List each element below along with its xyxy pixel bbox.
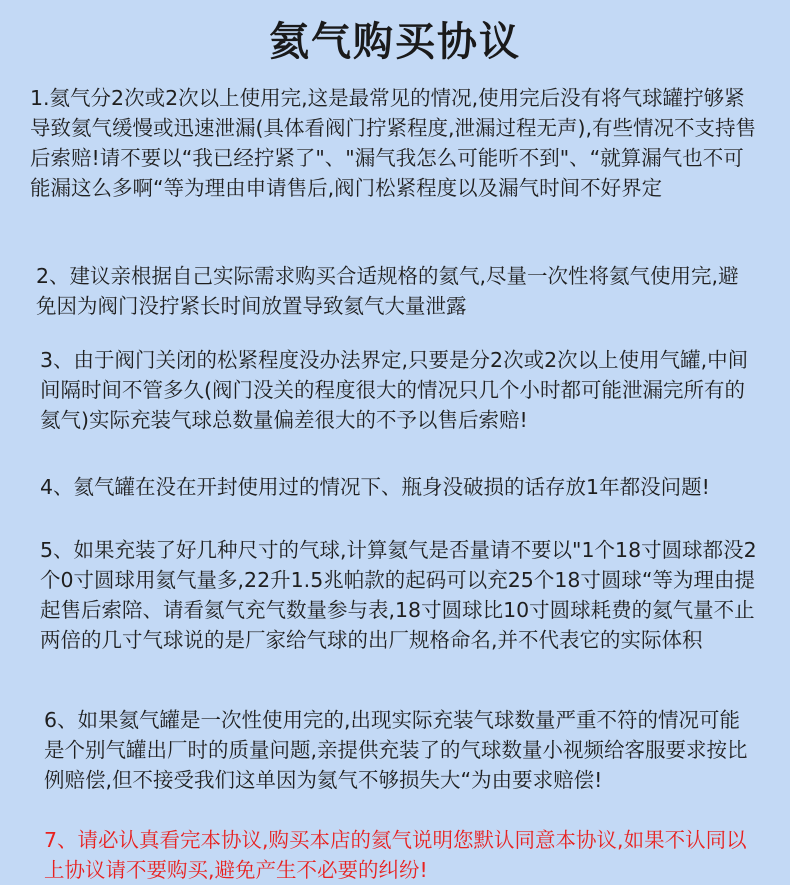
clause-6: 6、如果氦气罐是一次性使用完的,出现实际充装气球数量严重不符的情况可能是个别气罐出厂时的质量问题,亲提供充装了的气球数量小视频给客服要求按比例赔偿,但不接受我们这单因为氦气不够损失大“为由要求赔偿!: [44, 708, 748, 792]
clause-4: 4、氦气罐在没在开封使用过的情况下、瓶身没破损的话存放1年都没问题!: [40, 475, 710, 499]
clause-1: 1.氦气分2次或2次以上使用完,这是最常见的情况,使用完后没有将气球罐拧够紧导致氦气缓慢或迅速泄漏(具体看阀门拧紧程度,泄漏过程无声),有些情况不支持售后索赔!请不要以“我已经拧紧了"、"漏气我怎么可能听不到"、“就算漏气也不可能漏这么多啊“等为理由申请售后,阀门松紧程度以及漏气时间不好界定: [30, 86, 757, 200]
clause-2: 2、建议亲根据自己实际需求购买合适规格的氦气,尽量一次性将氦气使用完,避免因为阀门没拧紧长时间放置导致氦气大量泄露: [36, 264, 739, 318]
clause-3: 3、由于阀门关闭的松紧程度没办法界定,只要是分2次或2次以上使用气罐,中间间隔时间不管多久(阀门没关的程度很大的情况只几个小时都可能泄漏完所有的氦气)实际充装气球总数量偏差很大的不予以售后索赔!: [40, 348, 749, 432]
clause-5: 5、如果充装了好几种尺寸的气球,计算氦气是否量请不要以"1个18寸圆球都没2个0寸圆球用氦气量多,22升1.5兆帕款的起码可以充25个18寸圆球“等为理由提起售后索陪、请看氦气充气数量参与表,18寸圆球比10寸圆球耗费的氦气量不止两倍的几寸气球说的是厂家给气球的出厂规格命名,并不代表它的实际体积: [40, 538, 757, 652]
clause-7-warning: 7、请必认真看完本协议,购买本店的氦气说明您默认同意本协议,如果不认同以上协议请不要购买,避免产生不必要的纠纷!: [44, 828, 747, 882]
page-title: 氦气购买协议: [269, 19, 521, 65]
